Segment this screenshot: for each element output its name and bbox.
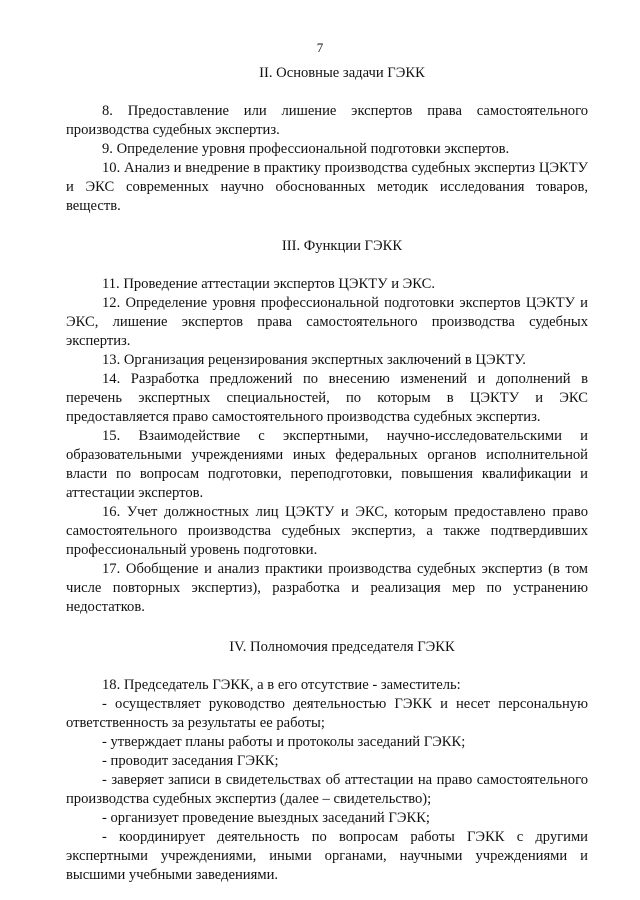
section-heading: IV. Полномочия председателя ГЭКК — [229, 639, 455, 655]
section-main-tasks — [66, 64, 588, 216]
list-item: - организует проведение выездных заседаний ГЭКК; — [102, 810, 430, 826]
section-heading: III. Функции ГЭКК — [281, 238, 403, 254]
paragraph: 12. Определение уровня профессиональной подготовки экспертов ЦЭКТУ и ЭКС, лишение экспертов права самостоятельного производства судебных экспертиз. — [66, 295, 588, 349]
list-item: - заверяет записи в свидетельствах об аттестации на право самостоятельного производства судебных экспертиз (далее – свидетельство); — [66, 772, 588, 807]
section-heading: II. Основные задачи ГЭКК — [259, 65, 425, 81]
paragraph: 16. Учет должностных лиц ЦЭКТУ и ЭКС, которым предоставлено право самостоятельного производства судебных экспертиз, а также подтвердивших профессиональный уровень подготовки. — [66, 504, 588, 558]
paragraph: 11. Проведение аттестации экспертов ЦЭКТУ и ЭКС. — [102, 276, 436, 292]
paragraph: 18. Председатель ГЭКК, а в его отсутствие - заместитель: — [102, 677, 461, 693]
section-functions — [66, 237, 588, 617]
page-number: 7 — [316, 40, 324, 55]
paragraph: 8. Предоставление или лишение экспертов права самостоятельного производства судебных экспертиз. — [66, 103, 588, 138]
list-item: - осуществляет руководство деятельностью ГЭКК и несет персональную ответственность за результаты ее работы; — [66, 696, 588, 731]
list-item: - координирует деятельность по вопросам работы ГЭКК с другими экспертными учреждениями, иными органами, научными учреждениями и высшими учебными заведениями. — [66, 829, 588, 883]
paragraph: 17. Обобщение и анализ практики производства судебных экспертиз (в том числе повторных экспертиз), разработка и реализация мер по устранению недостатков. — [66, 561, 588, 615]
paragraph: 15. Взаимодействие с экспертными, научно-исследовательскими и образовательными учреждениями иных федеральных органов исполнительной власти по вопросам подготовки, переподготовки, повышения квалификации и аттестации экспертов. — [66, 428, 588, 501]
paragraph: 9. Определение уровня профессиональной подготовки экспертов. — [102, 141, 510, 157]
paragraph: 14. Разработка предложений по внесению изменений и дополнений в перечень экспертных специальностей, по которым в ЦЭКТУ и ЭКС предоставляется право самостоятельного производства судебных экспертиз. — [66, 371, 588, 425]
section-chairman-powers — [66, 638, 588, 885]
document-body — [66, 64, 588, 885]
list-item: - проводит заседания ГЭКК; — [102, 753, 279, 769]
list-item: - утверждает планы работы и протоколы заседаний ГЭКК; — [102, 734, 466, 750]
paragraph: 13. Организация рецензирования экспертных заключений в ЦЭКТУ. — [102, 352, 526, 368]
paragraph: 10. Анализ и внедрение в практику производства судебных экспертиз ЦЭКТУ и ЭКС современных научно обоснованных методик исследования товаров, веществ. — [66, 160, 588, 214]
